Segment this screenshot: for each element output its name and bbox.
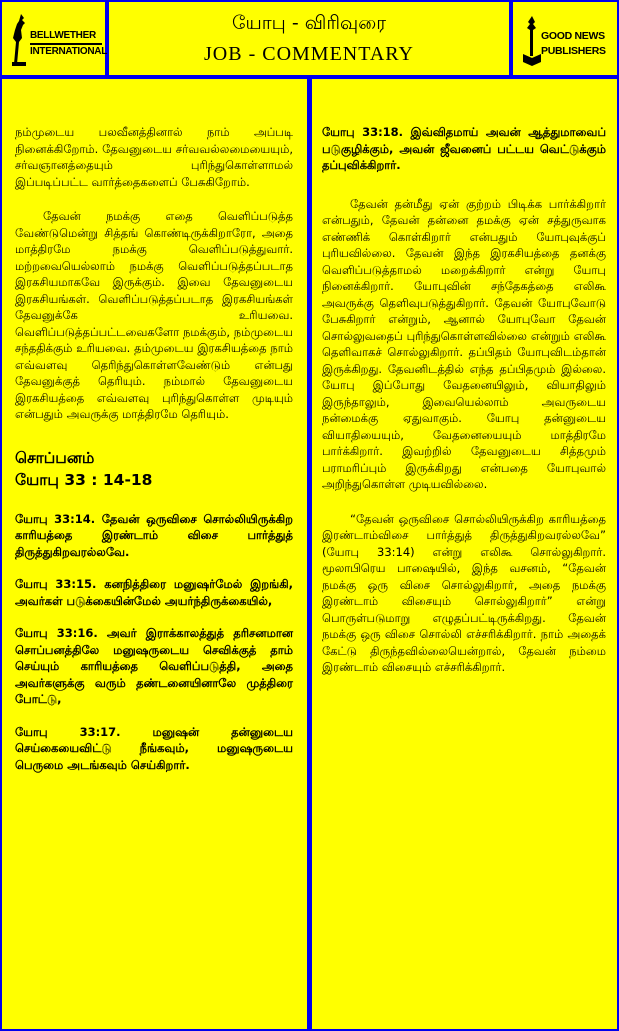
paragraph: நம்முடைய பலவீனத்தினால் நாம் அப்படி நினைக்கிறோம். தேவனுடைய சர்வவல்லமையையும், சர்வஞானத்தையும் புரிந்துகொள்ளாமல் இப்படிப்பட்ட வார்த்தைகளைப் பேசுகிறோம். bbox=[15, 125, 293, 189]
left-column bbox=[2, 79, 307, 1029]
torch-bearer-icon bbox=[8, 12, 30, 66]
verse: யோபு 33:18. இவ்விதமாய் அவன் ஆத்துமாவைப் படுகுழிக்கும், அவன் ஜீவனைப் பட்டய வெட்டுக்கும் தப்புவிக்கிறார். bbox=[322, 125, 606, 172]
verse: யோபு 33:16. அவர் இராக்காலத்துத் தரிசனமான சொப்பனத்திலே மனுஷருடைய செவிக்குத் தாம் செய்யும் காரியத்தை வெளிப்படுத்தி, அதை அவர்களுக்கு வரும் தண்டனையினாலே முத்திரை போட்டு, bbox=[15, 626, 293, 706]
section-reference: யோபு 33 : 14-18 bbox=[15, 470, 153, 489]
verse: யோபு 33:14. தேவன் ஒருவிசை சொல்லியிருக்கிற காரியத்தை இரண்டாம் விசை பார்த்துத் திருத்துகிறவரல்லவே. bbox=[15, 511, 293, 559]
paragraph: தேவன் நமக்கு எதை வெளிப்படுத்த வேண்டுமென்று சித்தங் கொண்டிருக்கிறாரோ, அதை மாத்திரமே நமக்கு வெளிப்படுத்துவார். மற்றவையெல்லாம் நமக்கு வெளிப்படுத்தப்படாத இரகசியமாகவே இருக்கும். இவை தேவனுடைய இரகசியங்கள். வெளிப்படுத்தப்படாத இரகசியங்கள் தேவனுக்கே உரியவை. வெளிப்படுத்தப்பட்டவைகளோ நமக்கும், நம்முடைய சந்ததிக்கும் உரியவை. தம்முடைய இரகசியத்தை நாம் எவ்வளவு தெரிந்துகொள்ளவேண்டும் என்பது தேவனுக்குத் தெரியும். நம்மால் தேவனுடைய இரகசியத்தை எவ்வளவு புரிந்துகொள்ள முடியும் என்பதும் அவருக்கு மாத்திரமே தெரியும். bbox=[15, 209, 293, 421]
paragraph: தேவன் தன்மீது ஏன் குற்றம் பிடிக்க பார்க்கிறார் என்பதும், தேவன் தன்னை தமக்கு ஏன் சத்துருவாக எண்ணிக் கொள்கிறார் என்பதும் யோபுவுக்குப் புரியவில்லை. தேவன் இந்த இரகசியத்தை தனக்கு வெளிப்படுத்தாமல் மறைக்கிறார் என்று யோபு நினைக்கிறார். யோபுவின் சந்தேகத்தை எலிகூ அவருக்கு தெளிவுபடுத்துகிறார். தேவன் யோபுவோடு பேசுகிறார் என்றும், ஆனால் யோபுவோ தேவன் சொல்லுவதைப் புரிந்துகொள்ளவில்லை என்றும் எலிகூ தெளிவாகச் சொல்லுகிறார். தப்பிதம் யோபுவிடம்தான் இருக்கிறது. தேவனிடத்தில் எந்த தப்பிதமும் இல்லை. யோபு இப்போது வேதனையிலும், வியாதிலும் இருந்தாலும், இவையெல்லாம் அவருடைய நன்மைக்கு ஏதுவாகும். யோபு தன்னுடைய வியாதியையும், வேதனையையும் மாத்திரமே பார்க்கிறார். இவற்றில் தேவனுடைய சித்தமும் பராமரிப்பும் இருக்கிறது என்பதை யோபுவால் அறிந்துகொள்ள முடியவில்லை. bbox=[322, 196, 606, 491]
section-heading bbox=[15, 447, 293, 491]
logo-line-1: BELLWETHER bbox=[30, 30, 96, 41]
header-title bbox=[109, 2, 509, 75]
right-column bbox=[312, 79, 617, 1029]
title-tamil: யோபு - விரிவுரை bbox=[231, 12, 387, 34]
bellwether-logo bbox=[2, 2, 108, 75]
logo-line-2: PUBLISHERS bbox=[541, 45, 606, 57]
paragraph: “தேவன் ஒருவிசை சொல்லியிருக்கிற காரியத்தை இரண்டாம்விசை பார்த்துத் திருத்துகிறவரல்லவே” (யோபு 33:14) என்று எலிகூ சொல்லுகிறார். மூலாபிரெய பாஷையில், இந்த வசனம், “தேவன் நமக்கு ஒரு விசை சொல்லுகிறார், அதை நமக்கு இரண்டாம் விசையும் சொல்லுகிறார்” என்று பொருள்படுமாறு எழுதப்பட்டிருக்கிறது. தேவன் நமக்கு ஒரு விசை சொல்லி எச்சரிக்கிறார். நாம் அதைக் கேட்டு திருந்தவில்லையென்றால், தேவன் நம்மை இரண்டாம் விசையும் எச்சரிக்கிறார். bbox=[322, 511, 606, 674]
logo-rule bbox=[30, 43, 102, 45]
book-icon bbox=[521, 12, 543, 66]
logo-line-2: INTERNATIONAL bbox=[30, 46, 108, 57]
logo-line-1: GOOD NEWS bbox=[541, 30, 605, 42]
title-english: JOB - COMMENTARY bbox=[204, 43, 414, 65]
section-title: சொப்பனம் bbox=[15, 448, 95, 467]
verse: யோபு 33:15. கனநித்திரை மனுஷர்மேல் இறங்கி, அவர்கள் படுக்கையின்மேல் அயர்ந்திருக்கையில், bbox=[15, 577, 293, 608]
verse: யோபு 33:17. மனுஷன் தன்னுடைய செய்கையைவிட்டு நீங்கவும், மனுஷருடைய பெருமை அடங்கவும் செய்கிறார். bbox=[15, 724, 293, 772]
good-news-logo bbox=[513, 2, 617, 75]
